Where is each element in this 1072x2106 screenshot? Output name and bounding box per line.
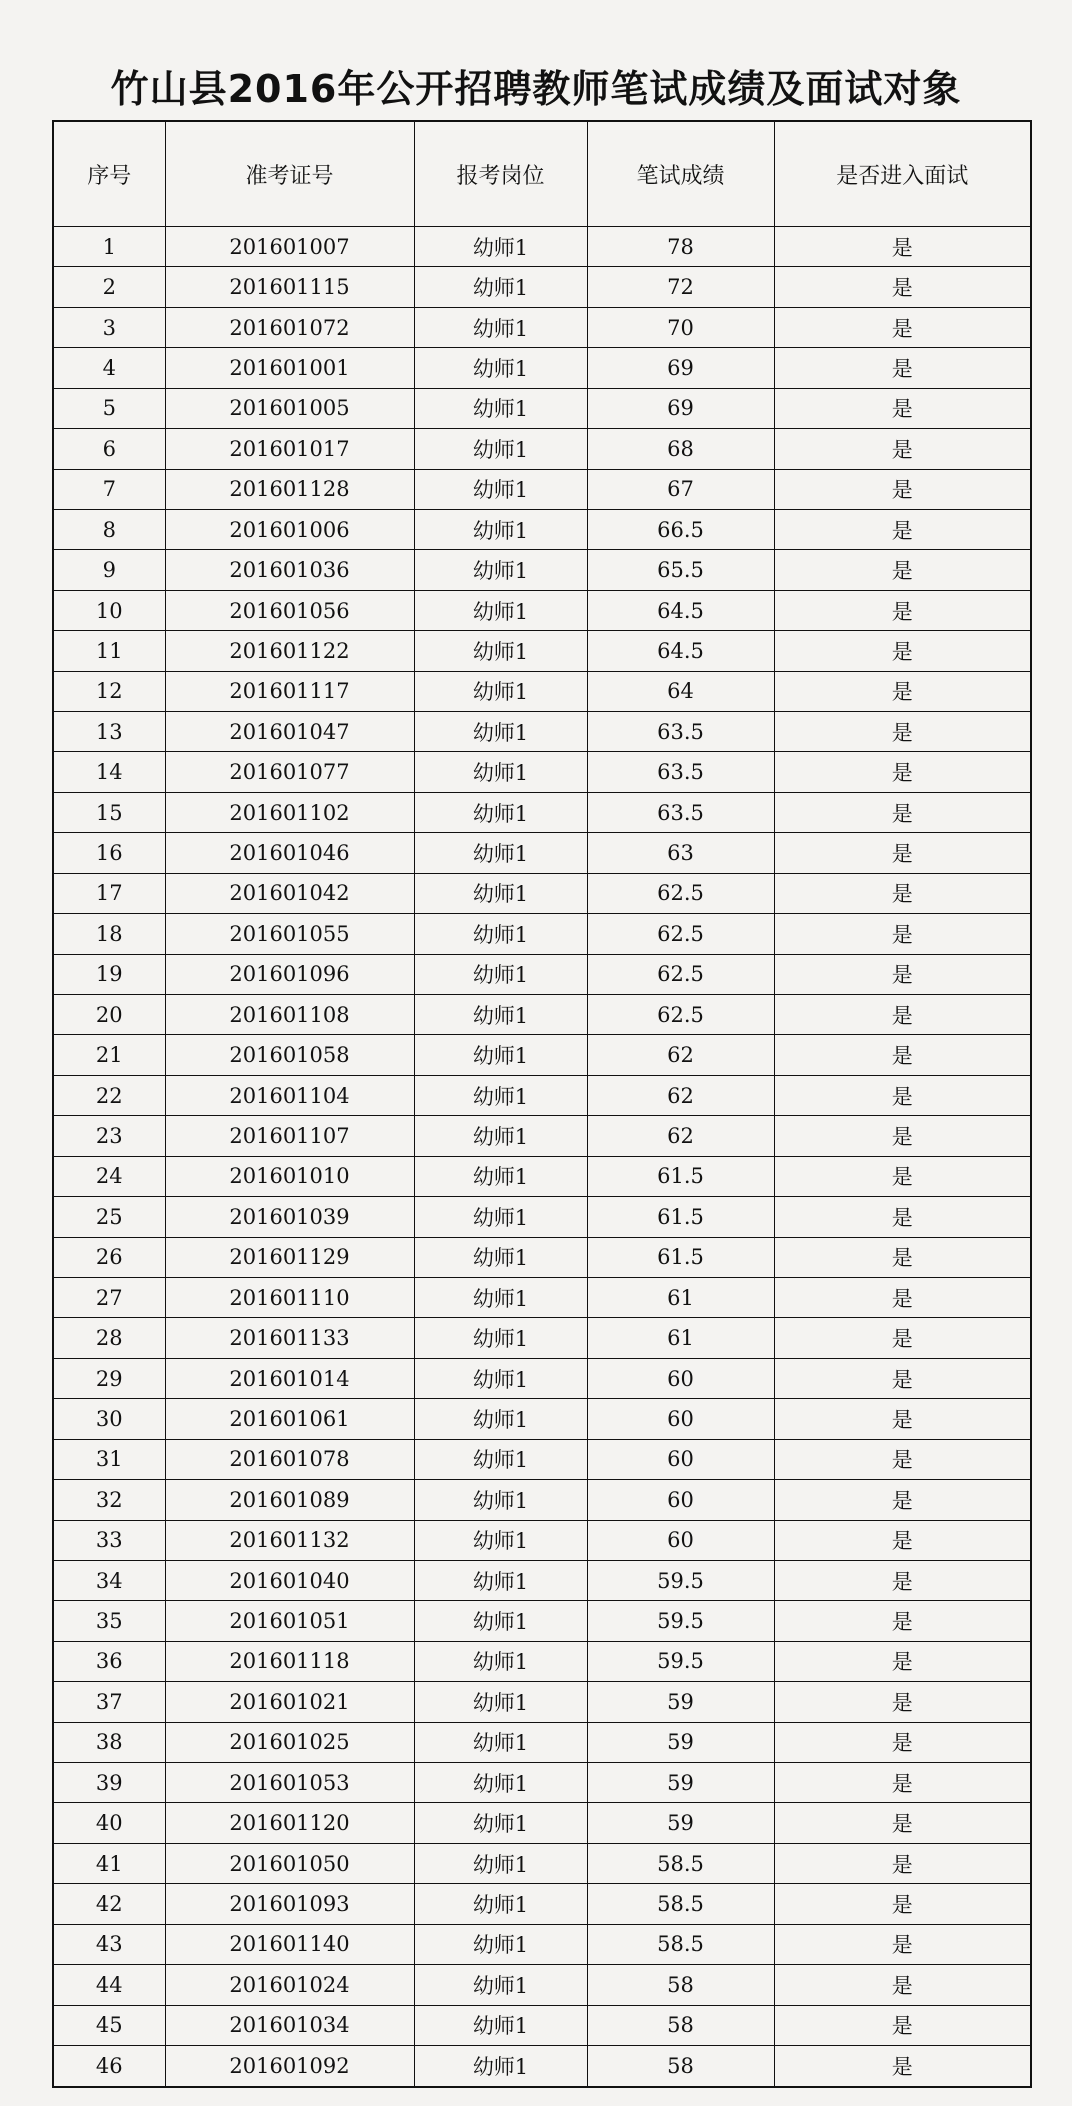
cell-position: 幼师1: [414, 1358, 587, 1398]
cell-position: 幼师1: [414, 1682, 587, 1722]
cell-position: 幼师1: [414, 1197, 587, 1237]
cell-position: 幼师1: [414, 1116, 587, 1156]
cell-written-score: 65.5: [587, 550, 774, 590]
cell-written-score: 78: [587, 227, 774, 267]
cell-ticket-number: 201601053: [165, 1763, 414, 1803]
table-row: [53, 227, 1031, 267]
cell-position: 幼师1: [414, 914, 587, 954]
table-row: [53, 348, 1031, 388]
table-row: [53, 1318, 1031, 1358]
cell-ticket-number: 201601120: [165, 1803, 414, 1843]
cell-interview: 是: [774, 1439, 1031, 1479]
cell-seq: 26: [53, 1237, 165, 1277]
header-ticket-number: 准考证号: [165, 121, 414, 227]
cell-written-score: 62.5: [587, 995, 774, 1035]
cell-seq: 16: [53, 833, 165, 873]
cell-seq: 30: [53, 1399, 165, 1439]
cell-seq: 38: [53, 1722, 165, 1762]
cell-position: 幼师1: [414, 509, 587, 549]
header-row: [53, 121, 1031, 227]
cell-interview: 是: [774, 348, 1031, 388]
cell-seq: 19: [53, 954, 165, 994]
cell-interview: 是: [774, 671, 1031, 711]
table-row: [53, 954, 1031, 994]
cell-seq: 43: [53, 1924, 165, 1964]
header-interview: 是否进入面试: [774, 121, 1031, 227]
cell-position: 幼师1: [414, 1884, 587, 1924]
cell-seq: 5: [53, 388, 165, 428]
cell-position: 幼师1: [414, 995, 587, 1035]
cell-ticket-number: 201601055: [165, 914, 414, 954]
cell-position: 幼师1: [414, 1075, 587, 1115]
cell-seq: 10: [53, 590, 165, 630]
cell-position: 幼师1: [414, 1237, 587, 1277]
table-row: [53, 550, 1031, 590]
table-row: [53, 1560, 1031, 1600]
cell-written-score: 67: [587, 469, 774, 509]
cell-seq: 14: [53, 752, 165, 792]
table-row: [53, 1641, 1031, 1681]
cell-interview: 是: [774, 1358, 1031, 1398]
cell-interview: 是: [774, 1318, 1031, 1358]
cell-position: 幼师1: [414, 1763, 587, 1803]
table-row: [53, 1843, 1031, 1883]
cell-written-score: 60: [587, 1439, 774, 1479]
table-row: [53, 873, 1031, 913]
cell-seq: 45: [53, 2005, 165, 2045]
cell-written-score: 63: [587, 833, 774, 873]
score-table: [52, 120, 1032, 2088]
cell-position: 幼师1: [414, 792, 587, 832]
table-row: [53, 1924, 1031, 1964]
cell-ticket-number: 201601096: [165, 954, 414, 994]
cell-position: 幼师1: [414, 1924, 587, 1964]
cell-seq: 28: [53, 1318, 165, 1358]
cell-seq: 40: [53, 1803, 165, 1843]
cell-interview: 是: [774, 469, 1031, 509]
cell-written-score: 69: [587, 388, 774, 428]
cell-ticket-number: 201601108: [165, 995, 414, 1035]
cell-seq: 46: [53, 2045, 165, 2087]
table-row: [53, 712, 1031, 752]
cell-interview: 是: [774, 1035, 1031, 1075]
cell-seq: 7: [53, 469, 165, 509]
cell-position: 幼师1: [414, 348, 587, 388]
table-row: [53, 995, 1031, 1035]
cell-position: 幼师1: [414, 1156, 587, 1196]
cell-ticket-number: 201601001: [165, 348, 414, 388]
cell-written-score: 59: [587, 1763, 774, 1803]
cell-written-score: 72: [587, 267, 774, 307]
cell-ticket-number: 201601017: [165, 429, 414, 469]
table-row: [53, 914, 1031, 954]
cell-position: 幼师1: [414, 1277, 587, 1317]
cell-written-score: 64: [587, 671, 774, 711]
table-row: [53, 429, 1031, 469]
table-row: [53, 267, 1031, 307]
cell-interview: 是: [774, 1075, 1031, 1115]
cell-written-score: 63.5: [587, 712, 774, 752]
cell-written-score: 60: [587, 1480, 774, 1520]
table-row: [53, 307, 1031, 347]
cell-ticket-number: 201601014: [165, 1358, 414, 1398]
cell-position: 幼师1: [414, 550, 587, 590]
cell-position: 幼师1: [414, 469, 587, 509]
cell-written-score: 60: [587, 1520, 774, 1560]
cell-seq: 33: [53, 1520, 165, 1560]
cell-ticket-number: 201601132: [165, 1520, 414, 1560]
cell-interview: 是: [774, 590, 1031, 630]
table-row: [53, 1358, 1031, 1398]
cell-position: 幼师1: [414, 1965, 587, 2005]
cell-ticket-number: 201601077: [165, 752, 414, 792]
cell-written-score: 58: [587, 2045, 774, 2087]
cell-written-score: 59.5: [587, 1560, 774, 1600]
table-row: [53, 1480, 1031, 1520]
cell-written-score: 62.5: [587, 914, 774, 954]
cell-interview: 是: [774, 1722, 1031, 1762]
cell-interview: 是: [774, 712, 1031, 752]
cell-seq: 13: [53, 712, 165, 752]
cell-written-score: 58: [587, 2005, 774, 2045]
cell-position: 幼师1: [414, 1035, 587, 1075]
table-row: [53, 1197, 1031, 1237]
cell-interview: 是: [774, 873, 1031, 913]
cell-written-score: 59: [587, 1803, 774, 1843]
cell-interview: 是: [774, 631, 1031, 671]
cell-position: 幼师1: [414, 2045, 587, 2087]
cell-ticket-number: 201601034: [165, 2005, 414, 2045]
cell-seq: 25: [53, 1197, 165, 1237]
cell-position: 幼师1: [414, 1843, 587, 1883]
cell-ticket-number: 201601039: [165, 1197, 414, 1237]
cell-interview: 是: [774, 1116, 1031, 1156]
cell-position: 幼师1: [414, 1803, 587, 1843]
cell-position: 幼师1: [414, 227, 587, 267]
cell-ticket-number: 201601056: [165, 590, 414, 630]
cell-interview: 是: [774, 1965, 1031, 2005]
cell-seq: 39: [53, 1763, 165, 1803]
cell-written-score: 58.5: [587, 1843, 774, 1883]
cell-ticket-number: 201601078: [165, 1439, 414, 1479]
table-body: [53, 227, 1031, 2088]
cell-ticket-number: 201601133: [165, 1318, 414, 1358]
cell-interview: 是: [774, 550, 1031, 590]
cell-written-score: 63.5: [587, 752, 774, 792]
cell-position: 幼师1: [414, 1722, 587, 1762]
table-row: [53, 1520, 1031, 1560]
cell-ticket-number: 201601005: [165, 388, 414, 428]
cell-interview: 是: [774, 1277, 1031, 1317]
cell-written-score: 61.5: [587, 1237, 774, 1277]
cell-ticket-number: 201601050: [165, 1843, 414, 1883]
table-row: [53, 1965, 1031, 2005]
cell-seq: 1: [53, 227, 165, 267]
cell-seq: 20: [53, 995, 165, 1035]
cell-position: 幼师1: [414, 1601, 587, 1641]
cell-position: 幼师1: [414, 1560, 587, 1600]
cell-seq: 12: [53, 671, 165, 711]
cell-position: 幼师1: [414, 752, 587, 792]
cell-interview: 是: [774, 2045, 1031, 2087]
cell-seq: 18: [53, 914, 165, 954]
cell-ticket-number: 201601128: [165, 469, 414, 509]
table-row: [53, 388, 1031, 428]
header-written-score: 笔试成绩: [587, 121, 774, 227]
cell-ticket-number: 201601092: [165, 2045, 414, 2087]
cell-seq: 23: [53, 1116, 165, 1156]
cell-written-score: 69: [587, 348, 774, 388]
cell-interview: 是: [774, 227, 1031, 267]
cell-ticket-number: 201601025: [165, 1722, 414, 1762]
cell-written-score: 64.5: [587, 590, 774, 630]
cell-ticket-number: 201601024: [165, 1965, 414, 2005]
cell-written-score: 62.5: [587, 954, 774, 994]
cell-written-score: 59.5: [587, 1601, 774, 1641]
cell-interview: 是: [774, 1197, 1031, 1237]
cell-ticket-number: 201601072: [165, 307, 414, 347]
cell-interview: 是: [774, 1803, 1031, 1843]
cell-position: 幼师1: [414, 590, 587, 630]
cell-written-score: 62: [587, 1035, 774, 1075]
cell-seq: 29: [53, 1358, 165, 1398]
cell-interview: 是: [774, 1924, 1031, 1964]
table-row: [53, 1116, 1031, 1156]
cell-position: 幼师1: [414, 388, 587, 428]
cell-written-score: 58: [587, 1965, 774, 2005]
cell-seq: 36: [53, 1641, 165, 1681]
cell-position: 幼师1: [414, 267, 587, 307]
cell-written-score: 58.5: [587, 1884, 774, 1924]
table-row: [53, 509, 1031, 549]
cell-seq: 31: [53, 1439, 165, 1479]
cell-ticket-number: 201601115: [165, 267, 414, 307]
table-row: [53, 631, 1031, 671]
cell-seq: 11: [53, 631, 165, 671]
cell-written-score: 61.5: [587, 1156, 774, 1196]
cell-interview: 是: [774, 752, 1031, 792]
cell-ticket-number: 201601051: [165, 1601, 414, 1641]
cell-position: 幼师1: [414, 2005, 587, 2045]
cell-seq: 44: [53, 1965, 165, 2005]
header-position: 报考岗位: [414, 121, 587, 227]
cell-position: 幼师1: [414, 833, 587, 873]
cell-seq: 35: [53, 1601, 165, 1641]
cell-interview: 是: [774, 1480, 1031, 1520]
cell-interview: 是: [774, 509, 1031, 549]
table-row: [53, 590, 1031, 630]
table-row: [53, 1722, 1031, 1762]
cell-written-score: 62.5: [587, 873, 774, 913]
cell-written-score: 64.5: [587, 631, 774, 671]
cell-interview: 是: [774, 307, 1031, 347]
cell-interview: 是: [774, 267, 1031, 307]
cell-position: 幼师1: [414, 1399, 587, 1439]
table-row: [53, 1277, 1031, 1317]
cell-seq: 37: [53, 1682, 165, 1722]
table-row: [53, 792, 1031, 832]
table-row: [53, 833, 1031, 873]
cell-ticket-number: 201601061: [165, 1399, 414, 1439]
cell-position: 幼师1: [414, 1439, 587, 1479]
cell-position: 幼师1: [414, 1480, 587, 1520]
cell-ticket-number: 201601117: [165, 671, 414, 711]
cell-ticket-number: 201601042: [165, 873, 414, 913]
cell-interview: 是: [774, 1682, 1031, 1722]
cell-interview: 是: [774, 1763, 1031, 1803]
cell-interview: 是: [774, 792, 1031, 832]
cell-ticket-number: 201601058: [165, 1035, 414, 1075]
cell-seq: 21: [53, 1035, 165, 1075]
cell-interview: 是: [774, 1560, 1031, 1600]
cell-ticket-number: 201601010: [165, 1156, 414, 1196]
cell-written-score: 61.5: [587, 1197, 774, 1237]
table-row: [53, 671, 1031, 711]
cell-ticket-number: 201601006: [165, 509, 414, 549]
cell-seq: 15: [53, 792, 165, 832]
cell-ticket-number: 201601093: [165, 1884, 414, 1924]
cell-written-score: 58.5: [587, 1924, 774, 1964]
table-row: [53, 1682, 1031, 1722]
cell-ticket-number: 201601040: [165, 1560, 414, 1600]
cell-ticket-number: 201601021: [165, 1682, 414, 1722]
cell-seq: 8: [53, 509, 165, 549]
cell-seq: 22: [53, 1075, 165, 1115]
cell-seq: 42: [53, 1884, 165, 1924]
cell-seq: 41: [53, 1843, 165, 1883]
cell-seq: 34: [53, 1560, 165, 1600]
table-row: [53, 1156, 1031, 1196]
cell-interview: 是: [774, 1399, 1031, 1439]
cell-ticket-number: 201601122: [165, 631, 414, 671]
cell-written-score: 61: [587, 1318, 774, 1358]
cell-ticket-number: 201601046: [165, 833, 414, 873]
cell-interview: 是: [774, 1601, 1031, 1641]
cell-position: 幼师1: [414, 873, 587, 913]
header-seq: 序号: [53, 121, 165, 227]
cell-position: 幼师1: [414, 1318, 587, 1358]
cell-position: 幼师1: [414, 671, 587, 711]
cell-seq: 3: [53, 307, 165, 347]
table-row: [53, 1399, 1031, 1439]
cell-ticket-number: 201601047: [165, 712, 414, 752]
cell-ticket-number: 201601089: [165, 1480, 414, 1520]
cell-ticket-number: 201601104: [165, 1075, 414, 1115]
cell-interview: 是: [774, 1884, 1031, 1924]
cell-interview: 是: [774, 1237, 1031, 1277]
cell-interview: 是: [774, 1641, 1031, 1681]
cell-written-score: 63.5: [587, 792, 774, 832]
cell-position: 幼师1: [414, 1641, 587, 1681]
cell-interview: 是: [774, 833, 1031, 873]
table-row: [53, 1237, 1031, 1277]
cell-written-score: 62: [587, 1116, 774, 1156]
cell-ticket-number: 201601102: [165, 792, 414, 832]
cell-written-score: 59.5: [587, 1641, 774, 1681]
cell-position: 幼师1: [414, 631, 587, 671]
cell-written-score: 62: [587, 1075, 774, 1115]
cell-written-score: 60: [587, 1399, 774, 1439]
cell-seq: 9: [53, 550, 165, 590]
cell-seq: 4: [53, 348, 165, 388]
cell-written-score: 70: [587, 307, 774, 347]
page-title: 竹山县2016年公开招聘教师笔试成绩及面试对象: [110, 67, 962, 111]
cell-written-score: 68: [587, 429, 774, 469]
cell-ticket-number: 201601007: [165, 227, 414, 267]
cell-position: 幼师1: [414, 1520, 587, 1560]
table-row: [53, 1601, 1031, 1641]
cell-written-score: 59: [587, 1682, 774, 1722]
table-row: [53, 1803, 1031, 1843]
cell-position: 幼师1: [414, 307, 587, 347]
cell-interview: 是: [774, 1156, 1031, 1196]
cell-interview: 是: [774, 914, 1031, 954]
cell-seq: 32: [53, 1480, 165, 1520]
table-row: [53, 1884, 1031, 1924]
table-row: [53, 2005, 1031, 2045]
cell-interview: 是: [774, 2005, 1031, 2045]
cell-position: 幼师1: [414, 712, 587, 752]
cell-position: 幼师1: [414, 954, 587, 994]
cell-interview: 是: [774, 954, 1031, 994]
cell-interview: 是: [774, 429, 1031, 469]
cell-ticket-number: 201601129: [165, 1237, 414, 1277]
cell-written-score: 60: [587, 1358, 774, 1398]
cell-position: 幼师1: [414, 429, 587, 469]
cell-written-score: 61: [587, 1277, 774, 1317]
cell-ticket-number: 201601118: [165, 1641, 414, 1681]
cell-ticket-number: 201601036: [165, 550, 414, 590]
table-row: [53, 1439, 1031, 1479]
cell-interview: 是: [774, 388, 1031, 428]
cell-ticket-number: 201601110: [165, 1277, 414, 1317]
cell-seq: 2: [53, 267, 165, 307]
table-row: [53, 1763, 1031, 1803]
cell-written-score: 59: [587, 1722, 774, 1762]
cell-seq: 27: [53, 1277, 165, 1317]
cell-written-score: 66.5: [587, 509, 774, 549]
cell-interview: 是: [774, 1520, 1031, 1560]
cell-interview: 是: [774, 1843, 1031, 1883]
table-row: [53, 1075, 1031, 1115]
table-row: [53, 752, 1031, 792]
cell-seq: 24: [53, 1156, 165, 1196]
table-row: [53, 2045, 1031, 2087]
cell-seq: 17: [53, 873, 165, 913]
cell-ticket-number: 201601107: [165, 1116, 414, 1156]
cell-seq: 6: [53, 429, 165, 469]
table-row: [53, 1035, 1031, 1075]
cell-interview: 是: [774, 995, 1031, 1035]
cell-ticket-number: 201601140: [165, 1924, 414, 1964]
table-row: [53, 469, 1031, 509]
